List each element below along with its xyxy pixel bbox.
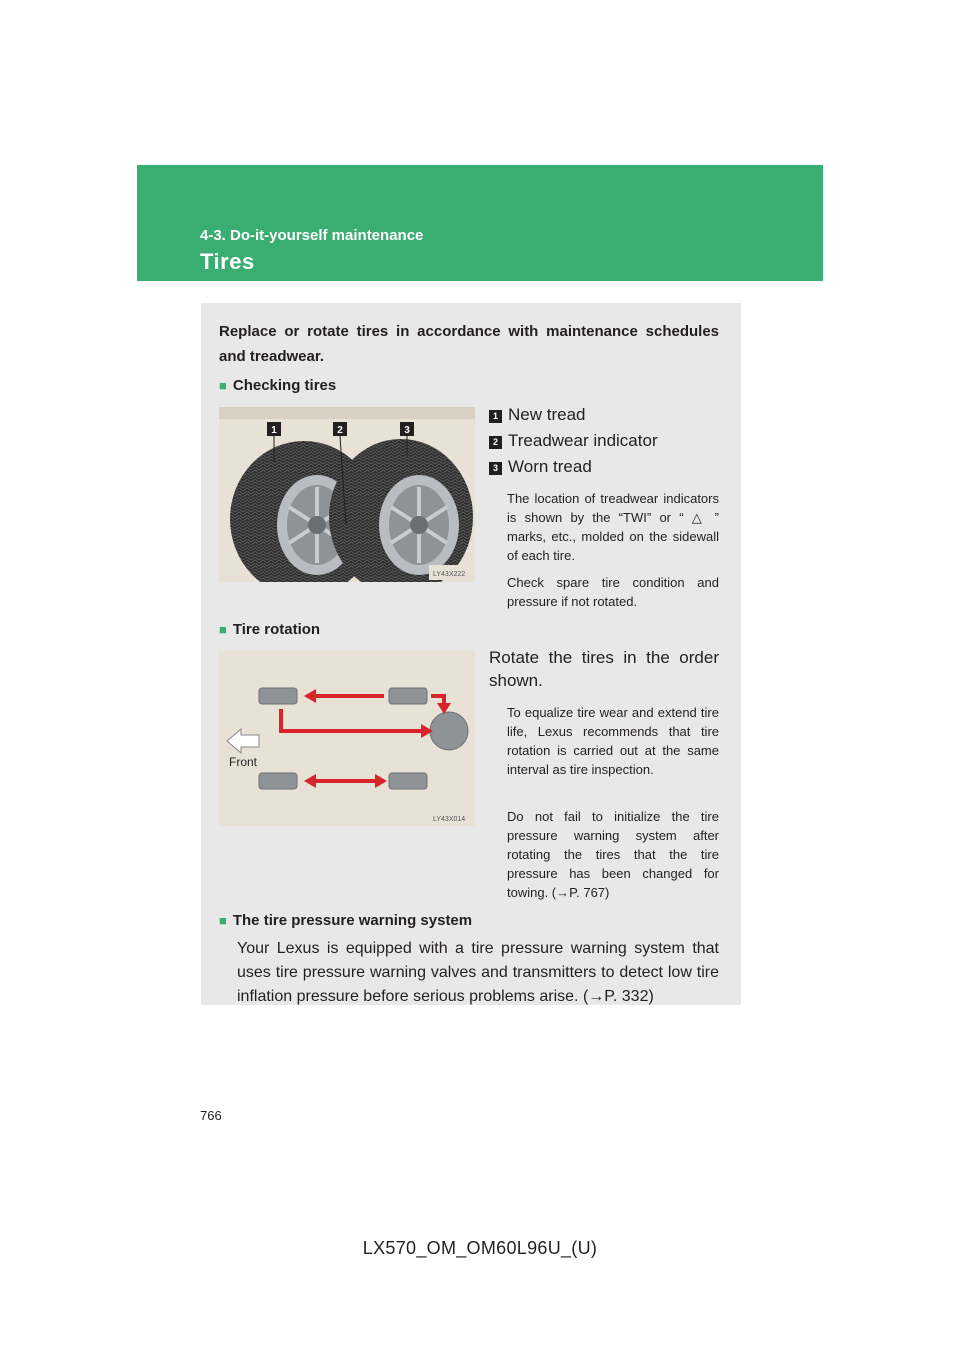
tpws-heading-text: The tire pressure warning system [232,912,473,929]
page-number: 766 [200,1108,222,1123]
tire-rotation-figure [219,651,475,826]
page-title: Tires [200,249,255,274]
checking-tires-heading [219,377,336,394]
section-label: 4-3. Do-it-yourself maintenance [200,227,424,244]
legend-label: New tread [508,405,586,424]
tire-rotation-diagram [219,651,475,826]
figure-code: LY43X222 [433,571,466,578]
square-bullet-icon: ■ [219,622,227,637]
checking-tires-heading-text: Checking tires [232,377,337,394]
rotation-note-initialize: Do not fail to initialize the tire pressure warning system after rotating the tires that the tire pressure has been changed for towing. (→P. 767) [507,809,719,900]
tire-rotation-heading [219,621,320,638]
square-bullet-icon: ■ [219,378,227,393]
front-label: Front [229,755,258,769]
svg-text:3: 3 [404,425,410,436]
content-box [201,303,741,1005]
intro-text: Replace or rotate tires in accordance with maintenance schedules and treadwear. [219,323,719,365]
legend-item-worn-tread [489,457,592,477]
legend-label: Treadwear indicator [508,431,658,450]
number-2-icon: 2 [489,436,502,449]
tire-rotation-heading-text: Tire rotation [232,621,321,638]
document-code: LX570_OM_OM60L96U_(U) [362,1238,598,1258]
rotation-note-equalize: To equalize tire wear and extend tire life, Lexus recommends that tire rotation is carried out at the same interval as tire inspection. [507,705,719,777]
tpws-heading [219,912,472,929]
tire-tread-figure [219,407,475,582]
legend-item-treadwear-indicator [489,431,658,451]
rotation-lead: Rotate the tires in the order shown. [489,648,719,690]
svg-text:1: 1 [271,425,277,436]
figure-code: LY43X014 [433,816,466,823]
tpws-text: Your Lexus is equipped with a tire pressure warning system that uses tire pressure warning valves and transmitters to detect low tire inflation pressure before serious problems arise. (→P. 332) [237,940,719,1005]
treadwear-note: The location of treadwear indicators is shown by the “TWI” or “ △ ” marks, etc., molded on the sidewall of each tire. [507,491,719,563]
legend-label: Worn tread [508,457,592,476]
tire-tread-illustration [219,407,475,582]
spare-tire-note: Check spare tire condition and pressure if not rotated. [507,575,719,609]
svg-text:2: 2 [337,425,343,436]
number-3-icon: 3 [489,462,502,475]
square-bullet-icon: ■ [219,913,227,928]
number-1-icon: 1 [489,410,502,423]
header-band [137,165,823,281]
legend-item-new-tread [489,405,585,425]
